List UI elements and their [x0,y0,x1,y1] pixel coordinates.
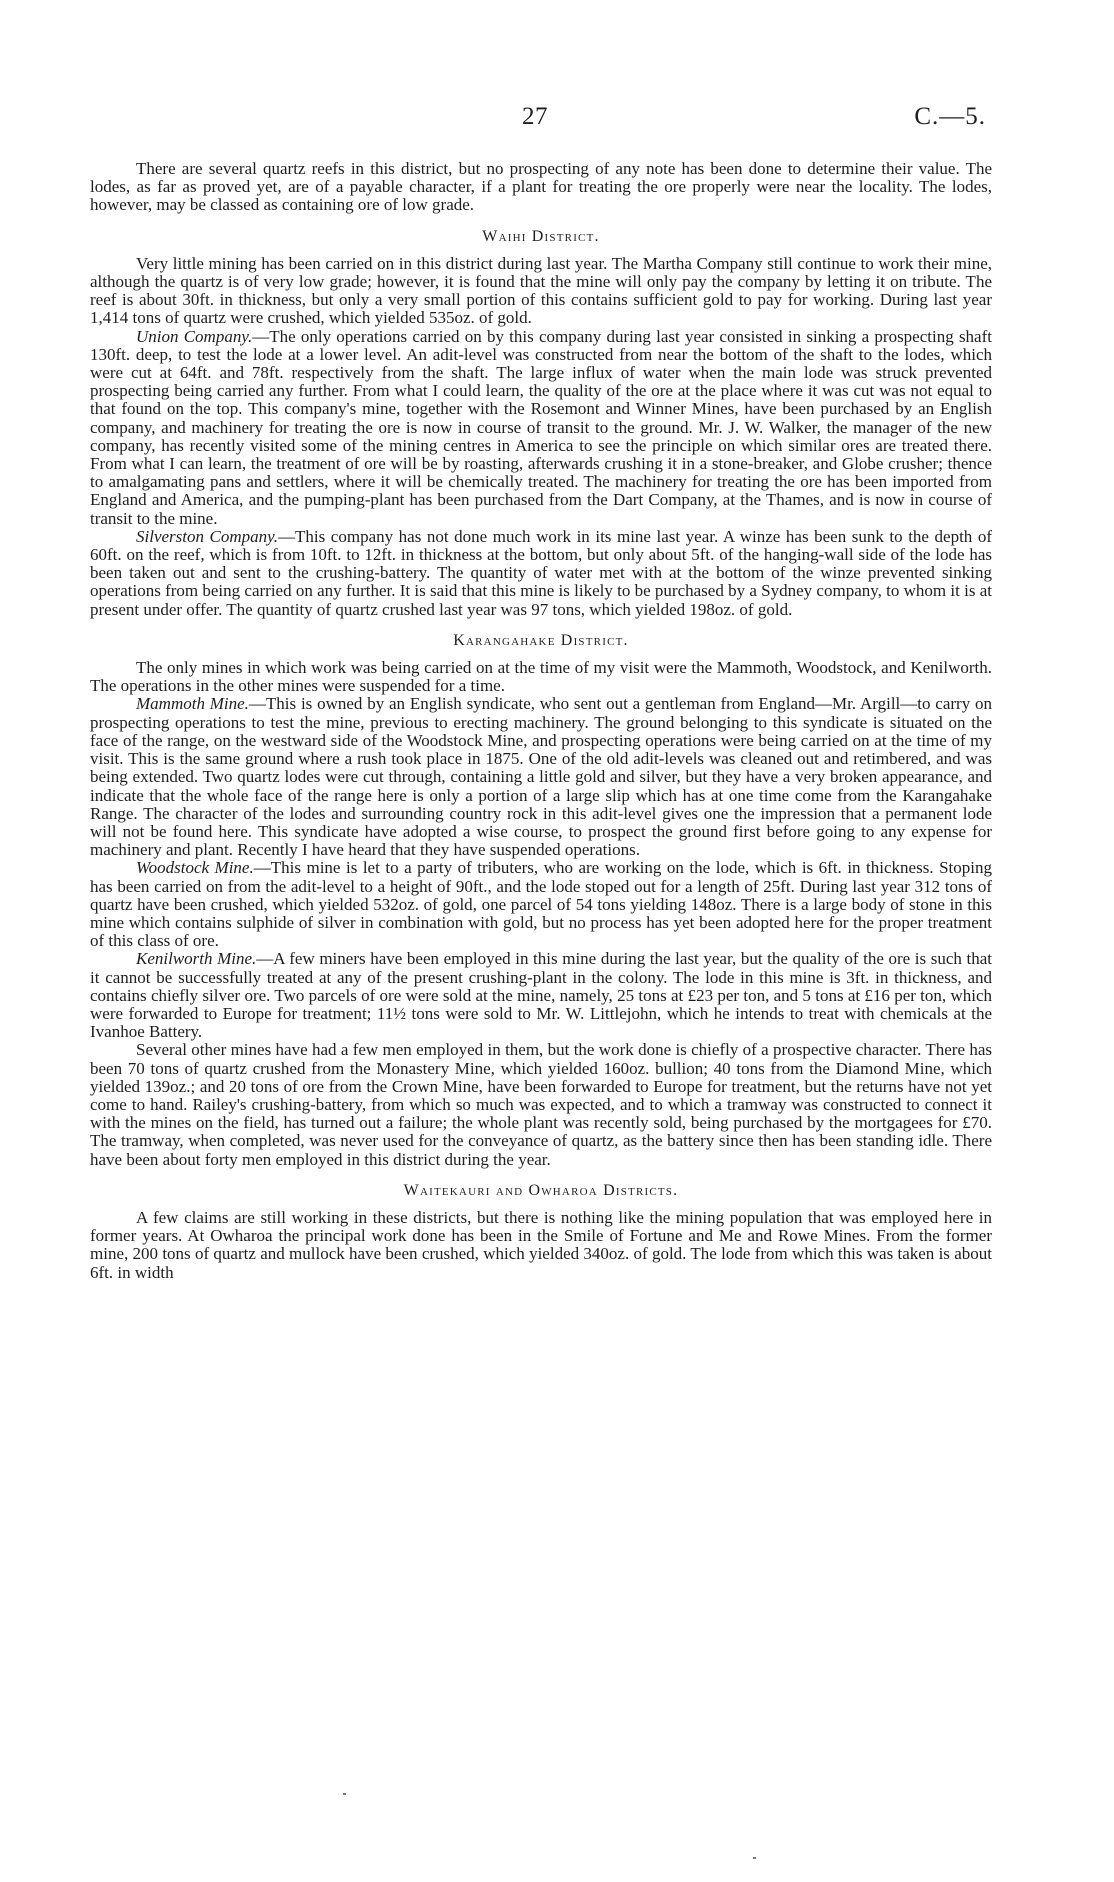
waihi-paragraph-silverston [90,528,992,619]
karangahake-paragraph-woodstock [90,859,992,950]
section-heading-waitekauri: Waitekauri and Owharoa Districts. [403,1181,679,1199]
section-heading-karangahake: Karangahake District. [453,631,629,649]
karangahake-paragraph-other-mines: Several other mines have had a few men employed in them, but the work done is chiefly of a prospective character. There has been 70 tons of quartz crushed from the Monastery Mine, which yielded 160oz. bullion; 40 tons from the Diamond Mine, which yielded 139oz.; and 20 tons of ore from the Crown Mine, have been forwarded to Europe for treatment, but the returns have not yet come to hand. Railey's crushing-battery, from which so much was expected, and to which a tramway was constructed to connect it with the mines on the field, has turned out a failure; the whole plant was recently sold, being purchased by the mortgagees for £70. The tramway, when completed, was never used for the conveyance of quartz, as the battery since then has been standing idle. There have been about forty men employed in this district during the year. [90,1040,992,1169]
waihi-paragraph-union [90,328,992,528]
intro-paragraph: There are several quartz reefs in this district, but no prospecting of any note has been done to determine their value. The lodes, as far as proved yet, are of a payable character, if a plant for treating the ore properly were near the locality. The lodes, however, may be classed as containing ore of low grade. [90,159,992,215]
waitekauri-paragraph-1: A few claims are still working in these districts, but there is nothing like the mining population that was employed here in former years. At Owharoa the principal work done has been in the Smile of Fortune and Me and Rowe Mines. From the former mine, 200 tons of quartz and mullock have been crushed, which yielded 340oz. of gold. The lode from which this was taken is about 6ft. in width [90,1207,992,1282]
body-text [90,160,992,1282]
woodstock-mine-body: —This mine is let to a party of tributers, who are working on the lode, which is 6ft. in thickness. Stoping has been carried on from the adit-level to a height of 90ft., and the lode stoped out for a length of 25ft. During last year 312 tons of quartz have been crushed, which yielded 532oz. of gold, one parcel of 54 tons yielding 148oz. There is a large body of stone in this mine which contains sulphide of silver in combination with gold, but no process has yet been adopted here for the proper treatment of this class of ore. [90,858,992,951]
union-company-body: —The only operations carried on by this company during last year consisted in sinking a prospecting shaft 130ft. deep, to test the lode at a lower level. An adit-level was constructed from near the bottom of the shaft to the lodes, which were cut at 64ft. and 78ft. respectively from the shaft. The large influx of water when the main lode was struck prevented prospecting being carried any further. From what I could learn, the quality of the ore at the place where it was cut was not equal to that found on the top. This company's mine, together with the Rosemont and Winner Mines, have been purchased by an English company, and machinery for treating the ore is now in course of transit to the ground. Mr. J. W. Walker, the manager of the new company, has recently visited some of the mining centres in America to see the principle on which similar ores are treated there. From what I can learn, the treatment of ore will be by roasting, afterwards crushing it in a stone-breaker, and Globe crusher; thence to amalgamating pans and settlers, where it will be chemically treated. The machinery for treating the ore has been imported from England and America, and the pumping-plant has been purchased from the Dart Company, at the Thames, and is now in course of transit to the mine. [90,326,992,528]
karangahake-paragraph-kenilworth [90,950,992,1041]
mammoth-mine-lead: Mammoth Mine. [136,694,249,714]
karangahake-paragraph-mammoth [90,695,992,859]
section-heading-waihi: Waihi District. [482,227,600,245]
woodstock-mine-lead: Woodstock Mine. [136,858,254,878]
silverston-company-body: —This company has not done much work in its mine last year. A winze has been sunk to the depth of 60ft. on the reef, which is from 10ft. to 12ft. in thickness at the bottom, but only about 5ft. of the hanging-wall side of the lode has been taken out and sent to the crushing-battery. The quantity of water met with at the bottom of the winze prevented sinking operations from being carried on any further. It is said that this mine is likely to be purchased by a Sydney company, to whom it is at present under offer. The quantity of quartz crushed last year was 97 tons, which yielded 198oz. of gold. [90,526,993,619]
mammoth-mine-body: —This is owned by an English syndicate, who sent out a gentleman from England—Mr. Argill—to carry on prospecting operations to test the mine, previous to erecting machinery. The ground belonging to this syndicate is situated on the face of the range, on the westward side of the Woodstock Mine, and prospecting operations were being carried on at the time of my visit. This is the same ground where a rush took place in 1875. One of the old adit-levels was cleaned out and retimbered, and was being extended. Two quartz lodes were cut through, containing a little gold and silver, but they have a very broken appearance, and indicate that the whole face of the range here is only a portion of a large slip which has at one time come from the Karangahake Range. The character of the lodes and surrounding country rock in this adit-level gives one the impression that a permanent lode will not be found here. This syndicate have adopted a wise course, to prospect the ground first before going to any expense for machinery and plant. Recently I have heard that they have suspended operations. [90,694,992,860]
silverston-company-lead: Silverston Company. [136,526,279,546]
waihi-paragraph-1: Very little mining has been carried on in this district during last year. The Martha Company still continue to work their mine, although the quartz is of very low grade; however, it is found that the mine will only pay the company by letting it on tribute. The reef is about 30ft. in thickness, but only a very small portion of this contains sufficient gold to pay for working. During last year 1,414 tons of quartz were crushed, which yielded 535oz. of gold. [90,253,992,328]
kenilworth-mine-body: —A few miners have been employed in this mine during the last year, but the quality of the ore is such that it cannot be successfully treated at any of the present crushing-plant in the colony. The lode in this mine is 3ft. in thickness, and contains chiefly silver ore. Two parcels of ore were sold at the mine, namely, 25 tons at £23 per ton, and 5 tons at £16 per ton, which were forwarded to Europe for treatment; 11½ tons were sold to Mr. W. Littlejohn, which he intends to treat with chemicals at the Ivanhoe Battery. [90,949,992,1042]
union-company-lead: Union Company. [136,326,253,346]
kenilworth-mine-lead: Kenilworth Mine. [136,949,257,969]
document-reference: C.—5. [914,103,986,130]
scan-speck [753,1857,756,1859]
page-number: 27 [522,103,548,130]
karangahake-paragraph-1: The only mines in which work was being carried on at the time of my visit were the Mammoth, Woodstock, and Kenilworth. The operations in the other mines were suspended for a time. [90,658,992,696]
page-header [0,103,1114,137]
scan-speck [343,1793,346,1795]
